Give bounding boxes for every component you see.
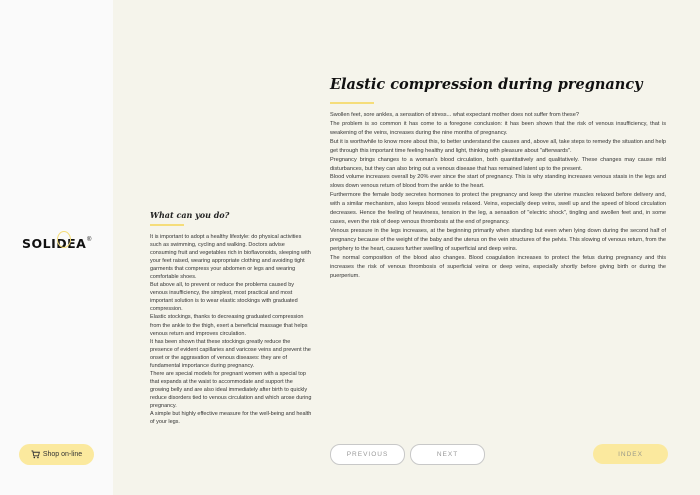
sidebar-paragraph: There are special models for pregnant women with a special top that expands at the waist to accommodate and support the growing belly and are also ideal immediately after birth to quickly reduce disorders tied to venous circulation and which arose during pregnancy.	[150, 370, 312, 409]
brand-name: SOLIDEA	[22, 236, 87, 251]
page-title: Elastic compression during pregnancy	[330, 76, 643, 93]
next-button[interactable]: NEXT	[410, 444, 485, 465]
article-paragraph: Furthermore the female body secretes hormones to protect the pregnancy and keep the uterine muscles relaxed before delivery and, with a similar mechanism, also keeps blood vessels relaxed. Veins, especially deep veins, swell up and the speed of blood circulation decreases. Hence the feeling of heaviness, tension in the leg, a sensation of "electric shock", tingling and swollen feet and, in some cases, even the risk of deep venous thrombosis at the end of pregnancy.	[330, 192, 666, 226]
sidebar-article	[150, 210, 312, 426]
left-sidebar	[0, 0, 113, 495]
registered-mark: ®	[87, 237, 92, 243]
shop-online-label: Shop on-line	[42, 451, 83, 458]
sidebar-paragraph: Elastic stockings, thanks to decreasing graduated compression from the ankle to the thigh, exert a beneficial massage that helps venous return and improves circulation.	[150, 314, 308, 337]
brand-ring-icon	[57, 231, 71, 248]
previous-button[interactable]: PREVIOUS	[330, 444, 405, 465]
article-paragraph: The normal composition of the blood also changes. Blood coagulation increases to protect the fetus during pregnancy and this increases the risk of venous thrombosis of superficial veins or deep veins, especially shortly before giving birth or during the puerperium.	[330, 254, 666, 279]
sidebar-paragraph: It has been shown that these stockings greatly reduce the presence of evident capillaries and varicose veins and prevent the onset or the aggravation of venous diseases: they are of fundamental importance during pregnancy.	[150, 338, 311, 369]
sidebar-paragraph: A simple but highly effective measure for the well-being and health of your legs.	[150, 411, 312, 426]
article-paragraph: Blood volume increases overall by 20% ever since the start of pregnancy. This is why standing increases venous stasis in the legs and slows down venous return of blood from the ankle to the heart.	[330, 174, 666, 190]
shopping-cart-icon	[31, 450, 40, 459]
article-body	[330, 111, 666, 281]
article-paragraph: But it is worthwhile to know more about this, to better understand the causes and, above all, take steps to remedy the situation and help get through this important time feeling healthy and light, thinking with pleasure about "afterwards".	[330, 138, 666, 154]
index-button[interactable]: INDEX	[593, 444, 668, 464]
heading-underline	[150, 224, 184, 226]
article-paragraph: The problem is so common it has come to a foregone conclusion: it has been shown that the risk of venous insufficiency, that is weakening of the veins, increases during the nine months of pregnancy.	[330, 120, 666, 136]
sidebar-paragraph: But above all, to prevent or reduce the problems caused by venous insufficiency, the simplest, most practical and most important solution is to wear elastic stockings with graduated compression.	[150, 282, 298, 313]
sidebar-article-body	[150, 233, 312, 426]
sidebar-paragraph: It is important to adopt a healthy lifestyle: do physical activities such as swimming, cycling and walking. Doctors advise consuming fruit and vegetables rich in bioflavonoids, sleeping with your feet raised, wearing appropriate clothing and avoiding tight garments that compress your abdomen or legs and wearing comfortable shoes.	[150, 234, 311, 281]
article-paragraph: Swollen feet, sore ankles, a sensation of stress... what expectant mother does not suffer from these?	[330, 112, 579, 118]
title-underline	[330, 102, 374, 104]
article-paragraph: Venous pressure in the legs increases, at the beginning primarily when standing but even when lying down during the second half of pregnancy because of the weight of the baby and the uterus on the vein structures of the pelvis. This slowing of venous return, from the periphery to the heart, causes further swelling of superficial and deep veins.	[330, 227, 666, 252]
article-paragraph: Pregnancy brings changes to a woman's blood circulation, both quantitatively and qualitatively. These changes may cause mild disturbances, but they can also bring out a venous disease that has remained latent up to the present.	[330, 156, 666, 172]
sidebar-article-heading: What can you do?	[150, 210, 230, 220]
shop-online-button[interactable]	[19, 444, 94, 465]
